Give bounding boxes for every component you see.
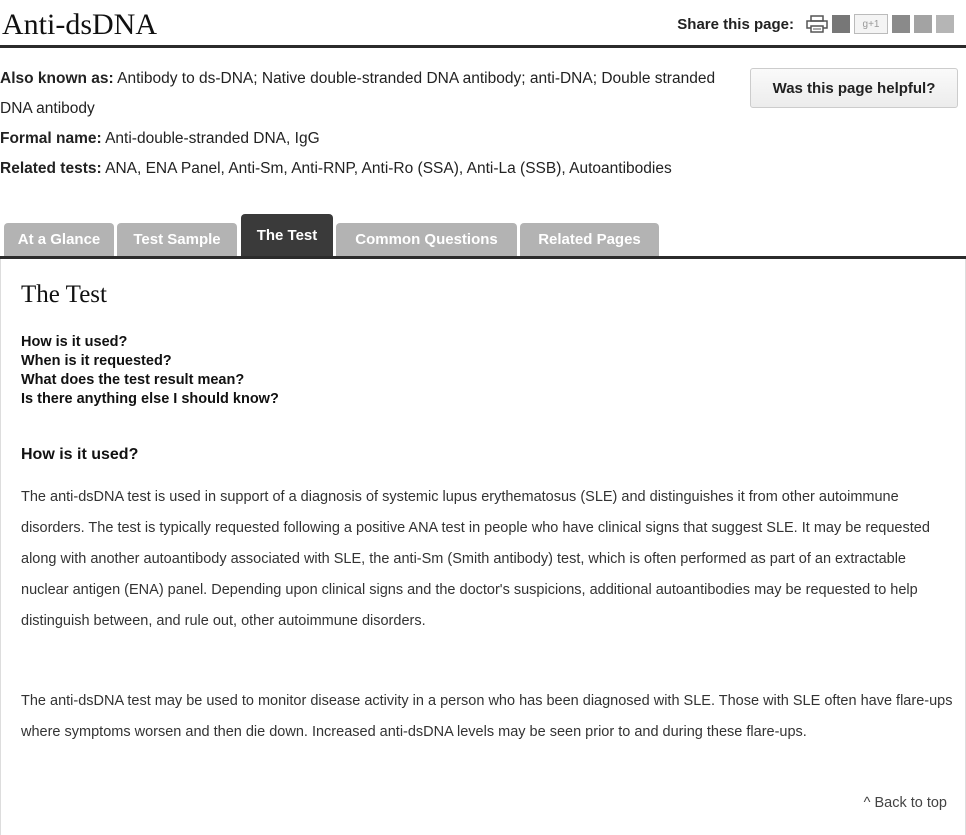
share-bar <box>677 14 954 34</box>
tab-the-test[interactable]: The Test <box>241 214 333 256</box>
tab-content <box>0 259 966 835</box>
tab-related-pages[interactable]: Related Pages <box>520 223 659 256</box>
share-label: Share this page: <box>677 15 794 33</box>
formal-name <box>0 124 740 154</box>
twitter-icon[interactable] <box>914 15 932 33</box>
google-plus-icon[interactable]: g+1 <box>854 14 888 34</box>
paragraph-monitoring: The anti-dsDNA test may be used to monitor disease activity in a person who has been diagnosed with SLE. Those with SLE often have flare-ups where symptoms worsen and then die down. Increased anti-dsDNA levels may be seen prior to and during these flare-ups. <box>21 693 953 740</box>
toc-link-how-used[interactable]: How is it used? <box>21 334 128 350</box>
formal-name-value: Anti-double-stranded DNA, IgG <box>105 130 320 147</box>
tab-test-sample[interactable]: Test Sample <box>117 223 237 256</box>
toc-link-anything-else[interactable]: Is there anything else I should know? <box>21 391 279 407</box>
toc-link-when-requested[interactable]: When is it requested? <box>21 353 172 369</box>
print-icon[interactable] <box>806 15 828 33</box>
facebook-icon[interactable] <box>892 15 910 33</box>
paragraph-usage: The anti-dsDNA test is used in support of a diagnosis of systemic lupus erythematosus (SLE) and distinguishes it from other autoimmune disorders. The test is typically requested following a positive ANA test in people who have clinical signs that suggest SLE. It may be requested along with another autoantibody associated with SLE, the anti-Sm (Smith antibody) test, which is often performed as part of an extractable nuclear antigen (ENA) panel. Depending upon clinical signs and the doctor's suspicions, additional autoantibodies may be requested to help distinguish between, and rule out, other autoimmune disorders. <box>21 489 930 629</box>
test-meta <box>0 64 740 184</box>
related-tests-value[interactable]: ANA, ENA Panel, Anti-Sm, Anti-RNP, Anti-Ro (SSA), Anti-La (SSB), Autoantibodies <box>105 160 672 177</box>
related-tests <box>0 154 740 184</box>
tab-common-questions[interactable]: Common Questions <box>336 223 517 256</box>
sub-heading-how-used: How is it used? <box>21 446 139 463</box>
table-of-contents <box>21 333 279 409</box>
toc-link-result-meaning[interactable]: What does the test result mean? <box>21 372 245 388</box>
email-icon[interactable] <box>832 15 850 33</box>
tab-bar <box>0 214 966 259</box>
also-known-as <box>0 64 740 124</box>
tab-at-a-glance[interactable]: At a Glance <box>4 223 114 256</box>
page-title: Anti-dsDNA <box>2 8 157 41</box>
back-to-top-link[interactable]: ^ Back to top <box>863 795 947 811</box>
section-title: The Test <box>21 281 107 308</box>
more-icon[interactable] <box>936 15 954 33</box>
was-page-helpful-button[interactable]: Was this page helpful? <box>750 68 958 108</box>
also-known-as-value: Antibody to ds-DNA; Native double-stranded DNA antibody; anti-DNA; Double stranded DNA antibody <box>0 70 716 117</box>
formal-name-label: Formal name: <box>0 130 102 147</box>
page-header <box>0 0 966 48</box>
also-known-as-label: Also known as: <box>0 70 114 87</box>
related-tests-label: Related tests: <box>0 160 102 177</box>
